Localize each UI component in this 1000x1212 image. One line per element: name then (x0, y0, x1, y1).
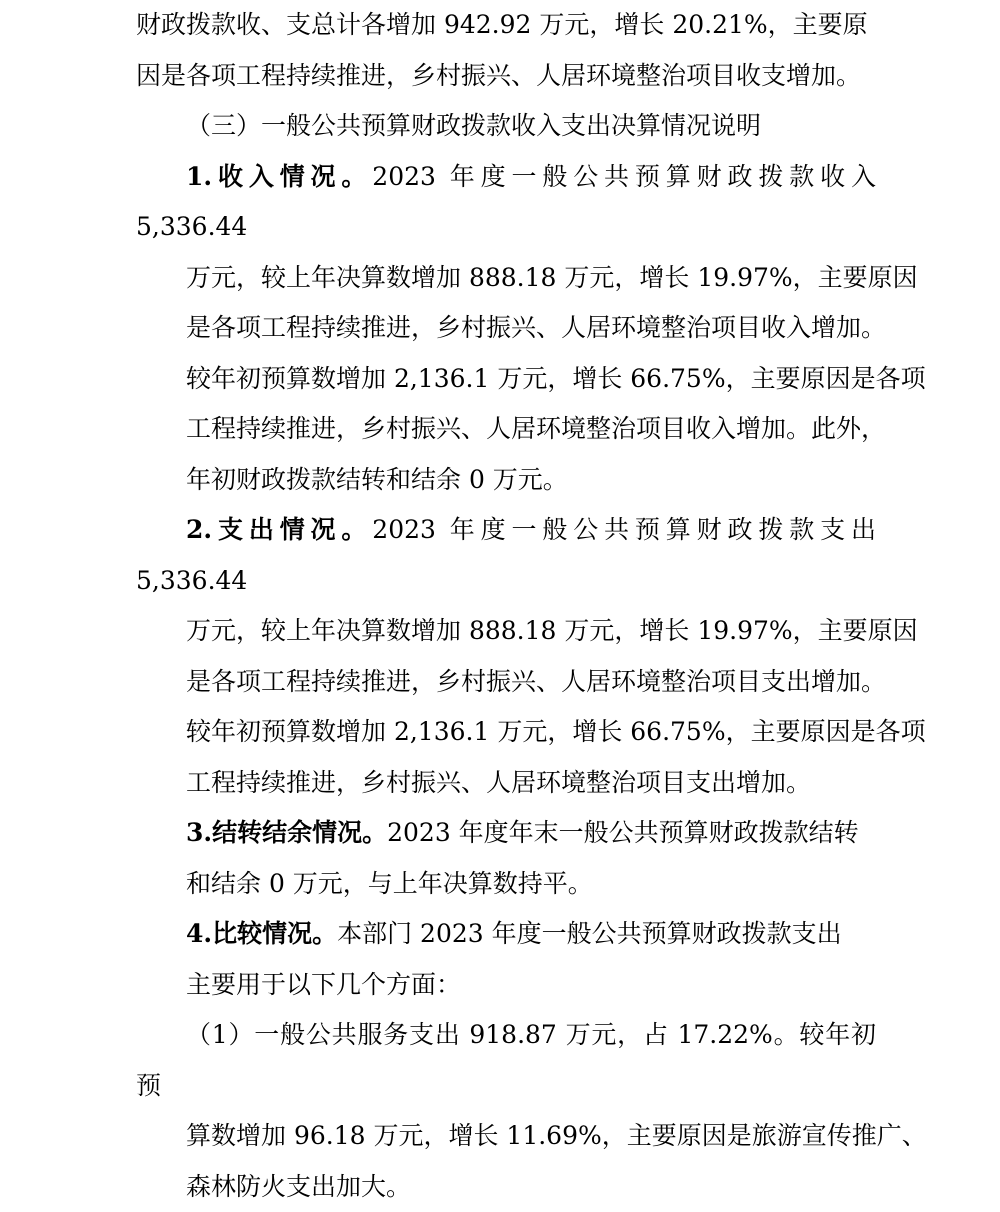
text-line: 年初财政拨款结转和结余 0 万元。 (136, 455, 876, 506)
text-line: 本部门 2023 年度一般公共预算财政拨款支出 (337, 919, 842, 948)
text-line: 财政拨款收、支总计各增加 942.92 万元，增长 20.21%，主要原 (136, 0, 876, 51)
text-line: 2023 年度一般公共预算财政拨款收入 5,336.44 (136, 162, 876, 242)
paragraph-public-services (136, 1010, 876, 1212)
text-line: 万元，较上年决算数增加 888.18 万元，增长 19.97%，主要原因 (136, 606, 876, 657)
text-line: 算数增加 96.18 万元，增长 11.69%，主要原因是旅游宣传推广、 (136, 1111, 876, 1162)
text-line: 2023 年度一般公共预算财政拨款支出 5,336.44 (136, 515, 876, 595)
paragraph-lead-carryover: 3.结转结余情况。 (186, 818, 387, 847)
text-line: （1）一般公共服务支出 918.87 万元，占 17.22%。较年初预 (136, 1020, 876, 1100)
text-line: 因是各项工程持续推进，乡村振兴、人居环境整治项目收支增加。 (136, 51, 876, 102)
paragraph-income (136, 152, 876, 506)
paragraph-carryover (136, 808, 876, 909)
text-line: 主要用于以下几个方面： (136, 960, 876, 1011)
paragraph-lead-comparison: 4.比较情况。 (186, 919, 337, 948)
text-line: 较年初预算数增加 2,136.1 万元，增长 66.75%，主要原因是各项 (136, 354, 876, 405)
text-line: 是各项工程持续推进，乡村振兴、人居环境整治项目支出增加。 (136, 657, 876, 708)
paragraph-comparison (136, 909, 876, 1010)
paragraph-lead-income: 1.收入情况。 (186, 162, 372, 191)
text-line: 较年初预算数增加 2,136.1 万元，增长 66.75%，主要原因是各项 (136, 707, 876, 758)
text-line: 和结余 0 万元，与上年决算数持平。 (136, 859, 876, 910)
document-body (136, 0, 876, 1212)
section-heading (136, 101, 876, 152)
text-line: 工程持续推进，乡村振兴、人居环境整治项目收入增加。此外， (136, 404, 876, 455)
text-line: 万元，较上年决算数增加 888.18 万元，增长 19.97%，主要原因 (136, 253, 876, 304)
text-line: 森林防火支出加大。 (136, 1162, 876, 1212)
section-heading-text: （三）一般公共预算财政拨款收入支出决算情况说明 (186, 111, 761, 140)
text-line: 是各项工程持续推进，乡村振兴、人居环境整治项目收入增加。 (136, 303, 876, 354)
text-line: 2023 年度年末一般公共预算财政拨款结转 (387, 818, 859, 847)
paragraph-total-change (136, 0, 876, 101)
paragraph-expenditure (136, 505, 876, 808)
text-line: 工程持续推进，乡村振兴、人居环境整治项目支出增加。 (136, 758, 876, 809)
paragraph-lead-expenditure: 2.支出情况。 (186, 515, 372, 544)
